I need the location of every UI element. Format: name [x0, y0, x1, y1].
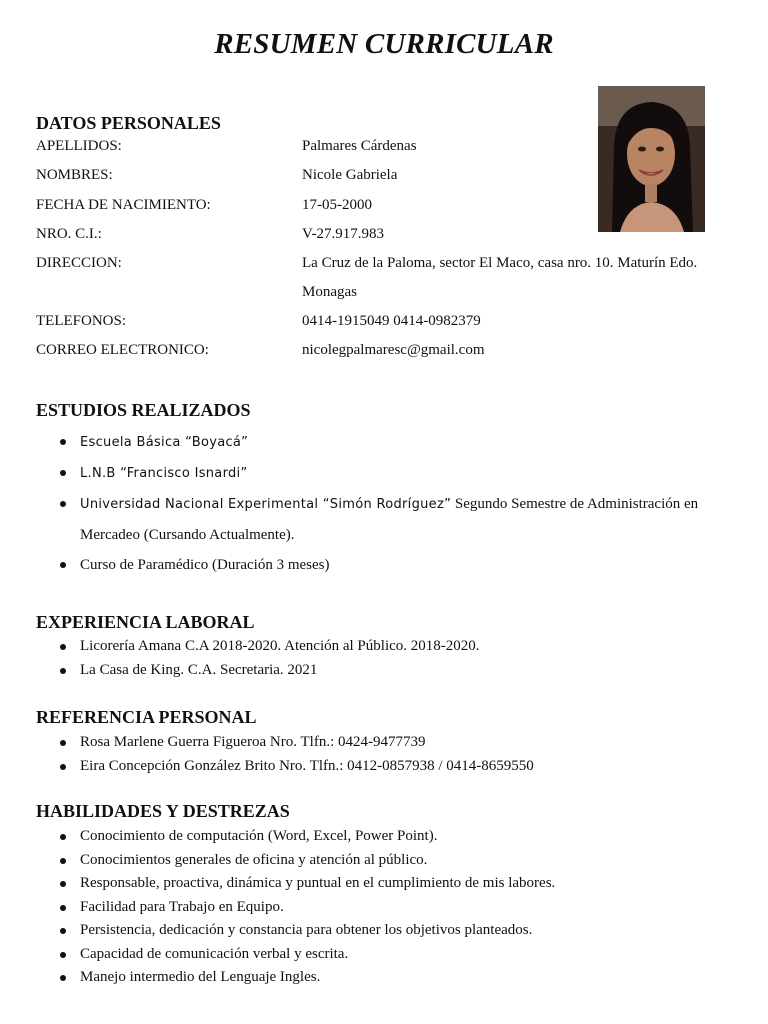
section-heading-personal: DATOS PERSONALES [36, 113, 221, 133]
list-item [36, 489, 736, 550]
list-item [36, 427, 736, 458]
field-row-nombres [36, 161, 736, 190]
list-item: Manejo intermedio del Lenguaje Ingles. [36, 966, 736, 990]
list-item: Licorería Amana C.A 2018-2020. Atención al Público. 2018-2020. [36, 635, 736, 659]
field-value: nicolegpalmaresc@gmail.com [302, 342, 485, 358]
field-row-direccion [36, 249, 736, 307]
section-heading-references: REFERENCIA PERSONAL [36, 707, 257, 727]
field-label: CORREO ELECTRONICO: [36, 342, 209, 358]
field-label: FECHA DE NACIMIENTO: [36, 197, 211, 213]
list-item: Eira Concepción González Brito Nro. Tlfn.: 0412-0857938 / 0414-8659550 [36, 755, 736, 779]
field-value: Palmares Cárdenas [302, 138, 417, 154]
field-label: APELLIDOS: [36, 138, 122, 154]
list-item: Responsable, proactiva, dinámica y puntual en el cumplimiento de mis labores. [36, 872, 736, 896]
section-heading-skills: HABILIDADES Y DESTREZAS [36, 801, 290, 821]
list-item: La Casa de King. C.A. Secretaria. 2021 [36, 659, 736, 683]
field-label: DIRECCION: [36, 255, 122, 271]
list-item: Capacidad de comunicación verbal y escrita. [36, 943, 736, 967]
list-item: Conocimiento de computación (Word, Excel, Power Point). [36, 825, 736, 849]
list-item [36, 458, 736, 489]
field-row-cedula [36, 220, 736, 249]
field-value: 17-05-2000 [302, 197, 372, 213]
study-text: Curso de Paramédico (Duración 3 meses) [80, 557, 330, 573]
study-text: Escuela Básica “Boyacá” [80, 435, 249, 450]
list-item: Conocimientos generales de oficina y atención al público. [36, 849, 736, 873]
field-value: Nicole Gabriela [302, 167, 398, 183]
field-row-fecha-nacimiento [36, 191, 736, 220]
document-title: RESUMEN CURRICULAR [214, 28, 554, 60]
field-label: NOMBRES: [36, 167, 113, 183]
section-heading-studies: ESTUDIOS REALIZADOS [36, 400, 251, 420]
references-list [36, 731, 736, 778]
list-item: Facilidad para Trabajo en Equipo. [36, 896, 736, 920]
skills-list [36, 825, 736, 990]
study-text: Universidad Nacional Experimental “Simón Rodríguez” [80, 497, 452, 512]
list-item: Persistencia, dedicación y constancia para obtener los objetivos planteados. [36, 919, 736, 943]
list-item [36, 550, 736, 580]
study-text: Segundo Semestre de Administración en Mercadeo (Cursando Actualmente). [80, 496, 699, 543]
field-row-correo [36, 336, 736, 365]
field-value: La Cruz de la Paloma, sector El Maco, casa nro. 10. Maturín Edo. Monagas [302, 255, 698, 300]
field-row-telefonos [36, 307, 736, 336]
field-value: V-27.917.983 [302, 226, 384, 242]
experience-list [36, 635, 736, 682]
field-label: TELEFONOS: [36, 313, 126, 329]
field-row-apellidos [36, 132, 736, 161]
section-heading-experience: EXPERIENCIA LABORAL [36, 612, 255, 632]
studies-list [36, 427, 736, 580]
list-item: Rosa Marlene Guerra Figueroa Nro. Tlfn.: 0424-9477739 [36, 731, 736, 755]
field-label: NRO. C.I.: [36, 226, 102, 242]
study-text: L.N.B “Francisco Isnardi” [80, 466, 248, 481]
field-value: 0414-1915049 0414-0982379 [302, 313, 481, 329]
